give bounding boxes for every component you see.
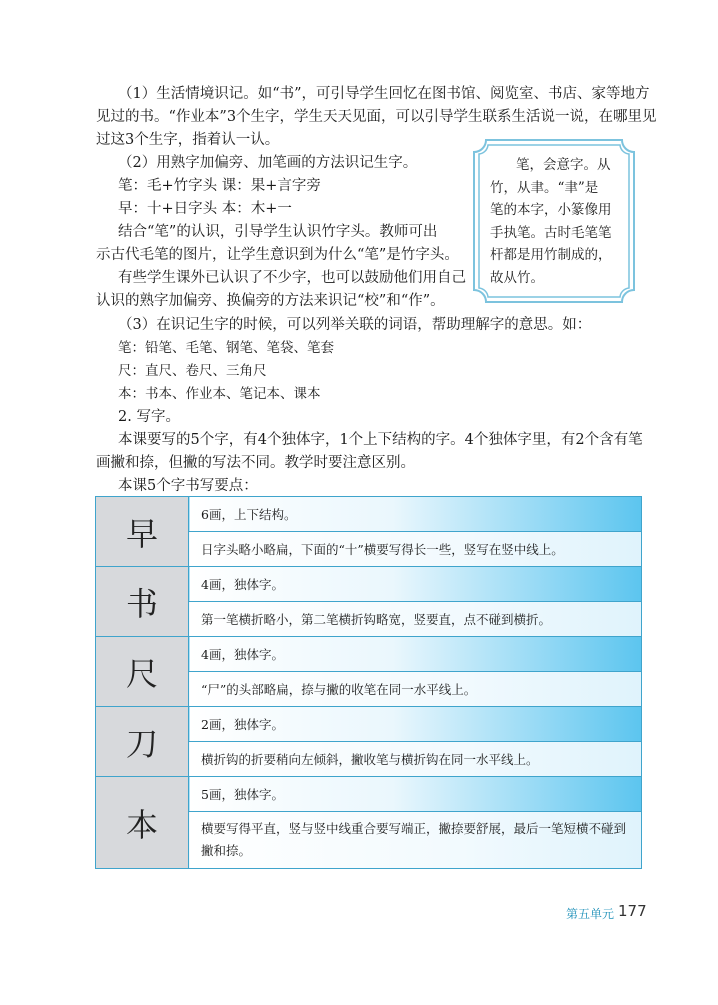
paragraph-line: 本课5个字书写要点： bbox=[118, 478, 258, 494]
writing-tip-cell: 日字头略小略扁，下面的“十”横要写得长一些，竖写在竖中线上。 bbox=[189, 532, 642, 567]
paragraph-line: 有些学生课外已认识了不少字，也可以鼓励他们用自己 bbox=[118, 270, 466, 286]
side-note-line: 手执笔。古时毛笔笔 bbox=[490, 224, 612, 241]
side-note bbox=[490, 154, 624, 289]
paragraph-line: 画撇和捺，但撇的写法不同。教学时要注意区别。 bbox=[96, 455, 415, 471]
side-note-line: 笔，会意字。从 bbox=[516, 157, 611, 173]
side-note-line: 竹，从聿。“聿”是 bbox=[490, 179, 599, 196]
writing-tip-cell: 横要写得平直，竖与竖中线重合要写端正，撇捺要舒展，最后一笔短横不碰到撇和捺。 bbox=[189, 812, 642, 869]
word-list-line: 本：书本、作业本、笔记本、课本 bbox=[118, 386, 321, 402]
paragraph-line: （3）在识记生字的时候，可以列举关联的词语，帮助理解字的意思。如： bbox=[118, 317, 592, 333]
stroke-info-cell: 4画，独体字。 bbox=[189, 637, 642, 672]
character-cell: 尺 bbox=[96, 637, 189, 707]
paragraph-line: 结合“笔”的认识，引导学生认识竹字头。教师可出 bbox=[118, 224, 438, 240]
page-number: 177 bbox=[618, 902, 647, 920]
paragraph-line: （1）生活情境识记。如“书”，可引导学生回忆在图书馆、阅览室、书店、家等地方 bbox=[118, 86, 650, 102]
table-row bbox=[96, 637, 642, 672]
paragraph-line: 早：十+日字头 本：木+一 bbox=[118, 201, 292, 217]
side-note-line: 杆都是用竹制成的， bbox=[490, 247, 612, 263]
paragraph-line: 示古代毛笔的图片，让学生意识到为什么“笔”是竹字头。 bbox=[96, 247, 459, 263]
table-row bbox=[96, 497, 642, 532]
paragraph-line: （2）用熟字加偏旁、加笔画的方法识记生字。 bbox=[118, 155, 418, 171]
unit-label: 第五单元 bbox=[566, 907, 615, 921]
character-cell: 早 bbox=[96, 497, 189, 567]
section-heading: 2. 写字。 bbox=[118, 409, 180, 425]
table-row bbox=[96, 707, 642, 742]
side-note-line: 笔的本字，小篆像用 bbox=[490, 202, 612, 218]
paragraph-line: 认识的熟字加偏旁、换偏旁的方法来识记“校”和“作”。 bbox=[96, 293, 445, 309]
paragraph-line: 过这3个生字，指着认一认。 bbox=[96, 132, 280, 148]
word-list-line: 笔：铅笔、毛笔、钢笔、笔袋、笔套 bbox=[118, 340, 334, 356]
stroke-info-cell: 4画，独体字。 bbox=[189, 567, 642, 602]
paragraph-line: 笔：毛+竹字头 课：果+言字旁 bbox=[118, 178, 321, 194]
table-row bbox=[96, 777, 642, 812]
stroke-info-cell: 5画，独体字。 bbox=[189, 777, 642, 812]
character-cell: 书 bbox=[96, 567, 189, 637]
writing-points-table bbox=[95, 496, 642, 869]
writing-tip-cell: 第一笔横折略小，第二笔横折钩略宽，竖要直，点不碰到横折。 bbox=[189, 602, 642, 637]
side-note-line: 故从竹。 bbox=[490, 269, 544, 286]
character-cell: 刀 bbox=[96, 707, 189, 777]
word-list-line: 尺：直尺、卷尺、三角尺 bbox=[118, 363, 267, 379]
stroke-info-cell: 2画，独体字。 bbox=[189, 707, 642, 742]
writing-tip-cell: “尸”的头部略扁，捺与撇的收笔在同一水平线上。 bbox=[189, 672, 642, 707]
character-cell: 本 bbox=[96, 777, 189, 869]
stroke-info-cell: 6画，上下结构。 bbox=[189, 497, 642, 532]
paragraph-line: 见过的书。“作业本”3个生字，学生天天见面，可以引导学生联系生活说一说，在哪里见 bbox=[96, 109, 657, 125]
paragraph-line: 本课要写的5个字，有4个独体字，1个上下结构的字。4个独体字里，有2个含有笔 bbox=[118, 432, 643, 448]
writing-tip-cell: 横折钩的折要稍向左倾斜，撇收笔与横折钩在同一水平线上。 bbox=[189, 742, 642, 777]
table-row bbox=[96, 567, 642, 602]
